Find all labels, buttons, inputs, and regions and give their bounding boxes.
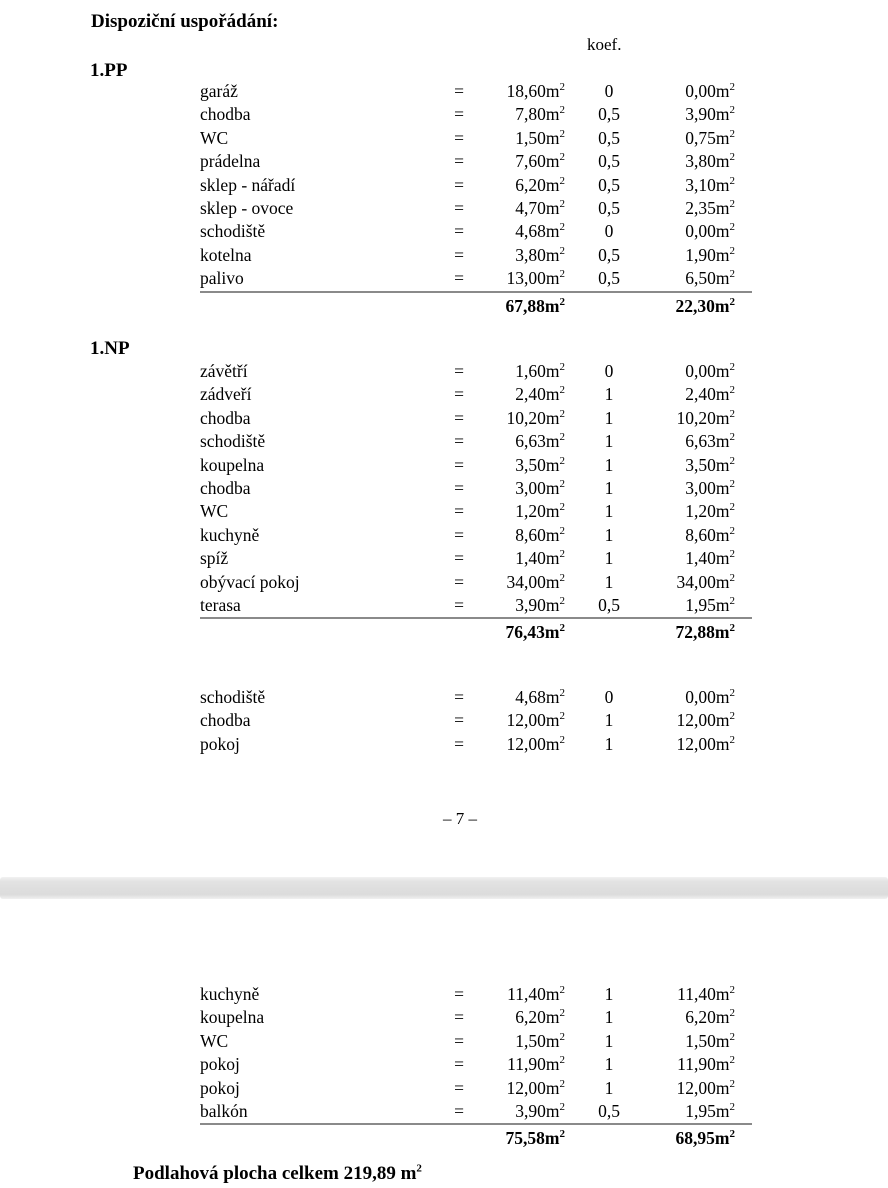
koef-value: 0,5: [598, 127, 620, 148]
area-value: $3,00m^2$: [515, 477, 565, 498]
koef-value: 1: [604, 1054, 614, 1075]
table-row: [200, 150, 752, 173]
equals-sign: =: [454, 174, 464, 195]
result-value: $8,60m^2$: [685, 524, 735, 545]
table-row: [200, 407, 752, 430]
room-name: palivo: [200, 268, 244, 289]
squared-sup: 2: [729, 1128, 735, 1141]
koef-value: 1: [604, 1077, 614, 1098]
result-value: $3,90m^2$: [685, 104, 735, 125]
koef-value: 1: [604, 407, 614, 428]
koef-value: 1: [604, 733, 614, 754]
table-row: [200, 1077, 752, 1100]
area-value: $4,70m^2$: [515, 197, 565, 218]
room-name: schodiště: [200, 687, 266, 707]
totals-spacer: [450, 619, 468, 645]
room-name: kuchyně: [200, 524, 260, 545]
area-value: $13,00m^2$: [506, 268, 565, 289]
squared-sup: 2: [559, 1101, 565, 1114]
squared-sup: 2: [729, 1077, 735, 1090]
totals-spacer: [565, 293, 653, 319]
result-value: $3,00m^2$: [685, 477, 735, 498]
squared-sup: 2: [559, 361, 565, 374]
squared-sup: 2: [729, 622, 735, 635]
result-value: $3,50m^2$: [685, 454, 735, 475]
koef-value: 0: [604, 221, 614, 242]
table-row: [200, 1006, 752, 1029]
area-value: $4,68m^2$: [515, 687, 565, 707]
room-name: sklep - ovoce: [200, 197, 294, 218]
equals-sign: =: [454, 431, 464, 452]
room-name: koupelna: [200, 454, 265, 475]
totals-row: [200, 617, 752, 643]
area-value: $3,90m^2$: [515, 594, 565, 615]
area-value: $1,40m^2$: [515, 548, 565, 569]
result-value: $0,00m^2$: [685, 81, 735, 101]
floor-heading-1np: 1.NP: [90, 338, 130, 359]
result-value: $0,00m^2$: [685, 361, 735, 381]
table-row: [200, 1100, 752, 1123]
total-floor-area: [133, 1163, 422, 1185]
equals-sign: =: [454, 710, 464, 731]
table-row: [200, 594, 752, 617]
koef-value: 0: [604, 361, 614, 381]
area-value: $1,60m^2$: [515, 361, 565, 381]
equals-sign: =: [454, 501, 464, 522]
area-value: $2,40m^2$: [515, 384, 565, 405]
room-name: sklep - nářadí: [200, 174, 296, 195]
result-value: $0,00m^2$: [685, 687, 735, 707]
area-table-continuation: [200, 686, 752, 756]
area-value: $6,63m^2$: [515, 431, 565, 452]
area-value: $1,50m^2$: [515, 127, 565, 148]
equals-sign: =: [454, 127, 464, 148]
area-value: $10,20m^2$: [506, 407, 565, 428]
koef-value: 0,5: [598, 1100, 620, 1121]
room-name: spíž: [200, 548, 229, 569]
total-area-value: $75,58m^2$: [505, 1128, 565, 1149]
equals-sign: =: [454, 221, 464, 242]
koef-value: 1: [604, 524, 614, 545]
squared-sup: 2: [559, 710, 565, 723]
room-name: WC: [200, 1030, 229, 1051]
room-name: schodiště: [200, 431, 266, 452]
squared-sup: 2: [559, 454, 565, 467]
totals-spacer: [200, 293, 450, 319]
equals-sign: =: [454, 454, 464, 475]
squared-sup: 2: [559, 244, 565, 257]
squared-sup: 2: [729, 595, 735, 608]
squared-sup: 2: [559, 595, 565, 608]
area-value: $6,20m^2$: [515, 174, 565, 195]
equals-sign: =: [454, 104, 464, 125]
koef-value: 0,5: [598, 268, 620, 289]
result-value: $2,35m^2$: [685, 197, 735, 218]
room-name: pokoj: [200, 1077, 240, 1098]
koef-value: 0: [604, 81, 614, 101]
koef-value: 1: [604, 548, 614, 569]
area-table-1pp: [200, 80, 752, 317]
room-name: chodba: [200, 407, 251, 428]
squared-sup: 2: [729, 384, 735, 397]
room-name: kotelna: [200, 244, 252, 265]
area-value: $3,50m^2$: [515, 454, 565, 475]
squared-sup: 2: [729, 361, 735, 374]
result-value: $1,50m^2$: [685, 1030, 735, 1051]
page-number: – 7 –: [443, 809, 477, 828]
result-value: $1,40m^2$: [685, 548, 735, 569]
result-value: $1,90m^2$: [685, 244, 735, 265]
squared-sup: 2: [729, 407, 735, 420]
result-value: $3,10m^2$: [685, 174, 735, 195]
squared-sup: 2: [729, 501, 735, 514]
table-row: [200, 103, 752, 126]
result-value: $6,50m^2$: [685, 268, 735, 289]
equals-sign: =: [454, 477, 464, 498]
result-value: $1,20m^2$: [685, 501, 735, 522]
totals-spacer: [450, 293, 468, 319]
room-name: závětří: [200, 361, 248, 381]
squared-sup: 2: [559, 1030, 565, 1043]
table-row: [200, 267, 752, 290]
room-name: prádelna: [200, 151, 261, 172]
equals-sign: =: [454, 733, 464, 754]
room-name: schodiště: [200, 221, 266, 242]
koef-value: 1: [604, 384, 614, 405]
squared-sup: 2: [729, 81, 735, 94]
area-value: $1,50m^2$: [515, 1030, 565, 1051]
result-value: $11,40m^2$: [677, 984, 735, 1004]
squared-sup: 2: [416, 1162, 422, 1175]
area-value: $12,00m^2$: [506, 1077, 565, 1098]
squared-sup: 2: [729, 571, 735, 584]
koef-value: 0,5: [598, 594, 620, 615]
koef-value: 1: [604, 1030, 614, 1051]
totals-spacer: [200, 1125, 450, 1151]
squared-sup: 2: [559, 1054, 565, 1067]
koef-value: 0,5: [598, 244, 620, 265]
table-row: [200, 983, 752, 1006]
squared-sup: 2: [729, 295, 735, 308]
squared-sup: 2: [559, 687, 565, 700]
room-name: pokoj: [200, 1054, 240, 1075]
room-name: terasa: [200, 594, 241, 615]
squared-sup: 2: [559, 151, 565, 164]
area-value: $6,20m^2$: [515, 1007, 565, 1028]
equals-sign: =: [454, 384, 464, 405]
koef-value: 1: [604, 431, 614, 452]
squared-sup: 2: [559, 384, 565, 397]
table-row: [200, 197, 752, 220]
totals-spacer: [565, 619, 653, 645]
equals-sign: =: [454, 548, 464, 569]
squared-sup: 2: [559, 622, 565, 635]
squared-sup: 2: [729, 221, 735, 234]
area-value: $3,90m^2$: [515, 1100, 565, 1121]
room-name: WC: [200, 127, 229, 148]
squared-sup: 2: [729, 104, 735, 117]
koef-column-header: koef.: [587, 35, 622, 54]
table-row: [200, 220, 752, 243]
squared-sup: 2: [559, 174, 565, 187]
squared-sup: 2: [729, 454, 735, 467]
area-value: $34,00m^2$: [506, 571, 565, 592]
table-row: [200, 127, 752, 150]
area-value: $8,60m^2$: [515, 524, 565, 545]
squared-sup: 2: [559, 1007, 565, 1020]
table-row: [200, 571, 752, 594]
total-result-value: $72,88m^2$: [675, 622, 735, 643]
squared-sup: 2: [559, 548, 565, 561]
table-row: [200, 1030, 752, 1053]
squared-sup: 2: [729, 1007, 735, 1020]
total-floor-area-label: Podlahová plocha celkem 219,89 m: [133, 1163, 417, 1184]
koef-value: 1: [604, 984, 614, 1004]
squared-sup: 2: [559, 431, 565, 444]
squared-sup: 2: [559, 501, 565, 514]
area-value: $1,20m^2$: [515, 501, 565, 522]
area-value: $11,40m^2$: [507, 984, 565, 1004]
table-row: [200, 1053, 752, 1076]
table-row: [200, 709, 752, 732]
koef-value: 1: [604, 501, 614, 522]
equals-sign: =: [454, 1030, 464, 1051]
table-row: [200, 174, 752, 197]
equals-sign: =: [454, 594, 464, 615]
squared-sup: 2: [729, 524, 735, 537]
area-value: $12,00m^2$: [506, 733, 565, 754]
area-value: $3,80m^2$: [515, 244, 565, 265]
total-area-value: $67,88m^2$: [505, 295, 565, 316]
koef-value: 1: [604, 454, 614, 475]
table-row: [200, 80, 752, 103]
result-value: $3,80m^2$: [685, 151, 735, 172]
result-value: $10,20m^2$: [676, 407, 735, 428]
result-value: $1,95m^2$: [685, 594, 735, 615]
squared-sup: 2: [559, 198, 565, 211]
totals-row: [200, 291, 752, 317]
koef-value: 0,5: [598, 151, 620, 172]
table-row: [200, 547, 752, 570]
table-row: [200, 686, 752, 709]
table-row: [200, 430, 752, 453]
document-title: Dispoziční uspořádání:: [91, 11, 279, 32]
koef-value: 0: [604, 687, 614, 707]
result-value: $12,00m^2$: [676, 710, 735, 731]
equals-sign: =: [454, 1007, 464, 1028]
equals-sign: =: [454, 244, 464, 265]
squared-sup: 2: [729, 268, 735, 281]
area-table-1np: [200, 360, 752, 643]
squared-sup: 2: [559, 407, 565, 420]
totals-spacer: [565, 1125, 653, 1151]
equals-sign: =: [454, 151, 464, 172]
koef-value: 0,5: [598, 104, 620, 125]
equals-sign: =: [454, 984, 464, 1004]
squared-sup: 2: [559, 127, 565, 140]
floor-heading-1pp: 1.PP: [90, 60, 128, 81]
squared-sup: 2: [559, 81, 565, 94]
squared-sup: 2: [559, 104, 565, 117]
squared-sup: 2: [559, 1077, 565, 1090]
squared-sup: 2: [559, 1128, 565, 1141]
table-row: [200, 244, 752, 267]
result-value: $12,00m^2$: [676, 1077, 735, 1098]
squared-sup: 2: [729, 431, 735, 444]
squared-sup: 2: [729, 478, 735, 491]
area-value: $7,80m^2$: [515, 104, 565, 125]
equals-sign: =: [454, 1077, 464, 1098]
room-name: garáž: [200, 81, 238, 101]
squared-sup: 2: [729, 687, 735, 700]
result-value: $34,00m^2$: [676, 571, 735, 592]
table-row: [200, 454, 752, 477]
squared-sup: 2: [559, 295, 565, 308]
squared-sup: 2: [559, 478, 565, 491]
totals-spacer: [200, 619, 450, 645]
squared-sup: 2: [559, 984, 565, 997]
squared-sup: 2: [729, 733, 735, 746]
koef-value: 1: [604, 477, 614, 498]
equals-sign: =: [454, 81, 464, 101]
koef-value: 1: [604, 571, 614, 592]
result-value: $6,63m^2$: [685, 431, 735, 452]
room-name: zádveří: [200, 384, 252, 405]
room-name: chodba: [200, 477, 251, 498]
room-name: balkón: [200, 1100, 248, 1121]
equals-sign: =: [454, 524, 464, 545]
squared-sup: 2: [729, 984, 735, 997]
equals-sign: =: [454, 407, 464, 428]
squared-sup: 2: [729, 1101, 735, 1114]
koef-value: 1: [604, 710, 614, 731]
room-name: koupelna: [200, 1007, 265, 1028]
room-name: obývací pokoj: [200, 571, 300, 592]
squared-sup: 2: [559, 524, 565, 537]
totals-row: [200, 1123, 752, 1149]
area-value: $12,00m^2$: [506, 710, 565, 731]
total-result-value: $22,30m^2$: [675, 295, 735, 316]
area-table-next-page: [200, 983, 752, 1149]
squared-sup: 2: [729, 1054, 735, 1067]
table-row: [200, 524, 752, 547]
room-name: chodba: [200, 104, 251, 125]
equals-sign: =: [454, 268, 464, 289]
area-value: $4,68m^2$: [515, 221, 565, 242]
equals-sign: =: [454, 361, 464, 381]
result-value: $2,40m^2$: [685, 384, 735, 405]
result-value: $11,90m^2$: [677, 1054, 735, 1075]
table-row: [200, 733, 752, 756]
koef-value: 1: [604, 1007, 614, 1028]
equals-sign: =: [454, 1054, 464, 1075]
squared-sup: 2: [559, 733, 565, 746]
result-value: $1,95m^2$: [685, 1100, 735, 1121]
koef-value: 0,5: [598, 197, 620, 218]
result-value: $0,00m^2$: [685, 221, 735, 242]
squared-sup: 2: [729, 548, 735, 561]
result-value: $0,75m^2$: [685, 127, 735, 148]
squared-sup: 2: [559, 268, 565, 281]
squared-sup: 2: [729, 174, 735, 187]
area-value: $7,60m^2$: [515, 151, 565, 172]
totals-spacer: [450, 1125, 468, 1151]
squared-sup: 2: [559, 571, 565, 584]
koef-value: 0,5: [598, 174, 620, 195]
result-value: $6,20m^2$: [685, 1007, 735, 1028]
equals-sign: =: [454, 1100, 464, 1121]
table-row: [200, 500, 752, 523]
table-row: [200, 383, 752, 406]
result-value: $12,00m^2$: [676, 733, 735, 754]
squared-sup: 2: [559, 221, 565, 234]
room-name: pokoj: [200, 733, 240, 754]
area-value: $18,60m^2$: [506, 81, 565, 101]
room-name: WC: [200, 501, 229, 522]
area-value: $11,90m^2$: [507, 1054, 565, 1075]
squared-sup: 2: [729, 1030, 735, 1043]
squared-sup: 2: [729, 127, 735, 140]
total-result-value: $68,95m^2$: [675, 1128, 735, 1149]
table-row: [200, 360, 752, 383]
room-name: kuchyně: [200, 984, 260, 1004]
squared-sup: 2: [729, 151, 735, 164]
table-row: [200, 477, 752, 500]
room-name: chodba: [200, 710, 251, 731]
squared-sup: 2: [729, 198, 735, 211]
squared-sup: 2: [729, 710, 735, 723]
equals-sign: =: [454, 571, 464, 592]
equals-sign: =: [454, 197, 464, 218]
page-break-separator: [0, 877, 888, 899]
squared-sup: 2: [729, 244, 735, 257]
equals-sign: =: [454, 687, 464, 707]
total-area-value: $76,43m^2$: [505, 622, 565, 643]
